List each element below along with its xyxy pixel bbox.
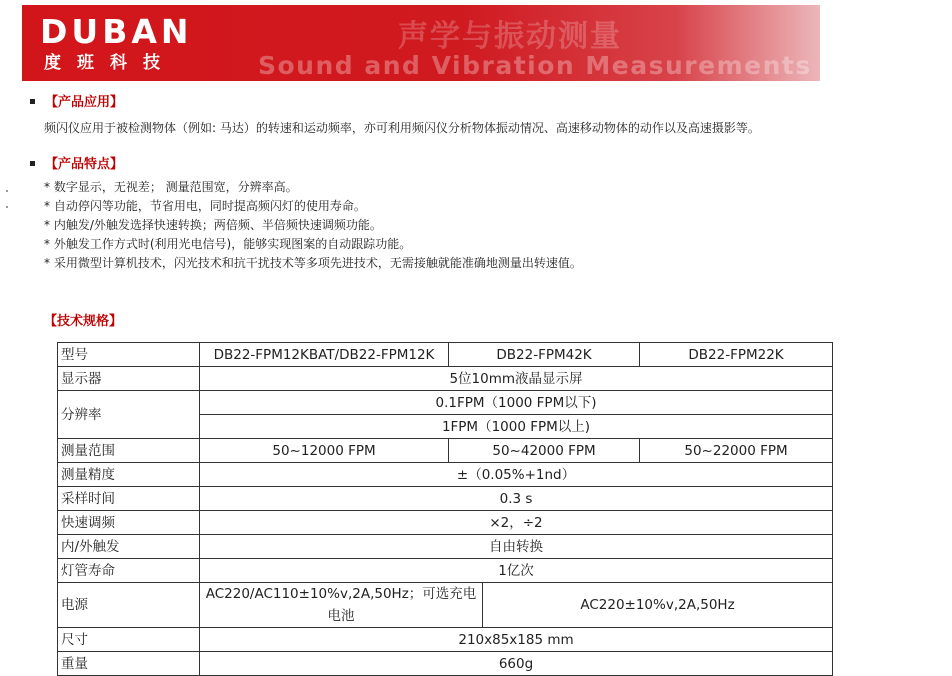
resolution-value: 0.1FPM（1000 FPM以下) [200, 391, 833, 415]
feature-item: * 数字显示，无视差； 测量范围宽，分辨率高。 [44, 178, 582, 197]
sampling-value: 0.3 s [200, 487, 833, 511]
header-banner [22, 5, 820, 81]
accuracy-value: ±（0.05%+1nd） [200, 463, 833, 487]
table-row [58, 652, 833, 676]
table-row [58, 343, 833, 367]
row-label-power: 电源 [58, 583, 200, 628]
lamp-value: 1亿次 [200, 559, 833, 583]
spec-table [57, 342, 833, 676]
table-row [58, 463, 833, 487]
features-list [44, 178, 582, 273]
brand-subtitle: 度班科技 [44, 53, 176, 73]
row-label-tuning: 快速调频 [58, 511, 200, 535]
application-text: 频闪仪应用于被检测物体（例如: 马达）的转速和运动频率，亦可利用频闪仪分析物体振动情况、高速移动物体的动作以及高速摄影等。 [44, 121, 760, 135]
decorative-dot [6, 190, 8, 192]
trigger-value: 自由转换 [200, 535, 833, 559]
features-heading: 【产品特点】 [30, 156, 123, 174]
feature-item: * 自动停闪等功能，节省用电，同时提高频闪灯的使用寿命。 [44, 197, 582, 216]
row-label-range: 测量范围 [58, 439, 200, 463]
tuning-value: ×2，÷2 [200, 511, 833, 535]
banner-title-zh: 声学与振动测量 [398, 19, 622, 54]
table-row [58, 367, 833, 391]
model-cell: DB22-FPM42K [449, 343, 640, 367]
row-label-trigger: 内/外触发 [58, 535, 200, 559]
table-row [58, 583, 833, 628]
row-label-lamp: 灯管寿命 [58, 559, 200, 583]
feature-item: * 外触发工作方式时(利用光电信号)，能够实现图案的自动跟踪功能。 [44, 235, 582, 254]
weight-value: 660g [200, 652, 833, 676]
power-value: AC220±10%v,2A,50Hz [483, 583, 833, 628]
row-label-model: 型号 [58, 343, 200, 367]
banner-title-en: Sound and Vibration Measurements [258, 51, 812, 80]
size-value: 210x85x185 mm [200, 628, 833, 652]
table-row [58, 487, 833, 511]
model-cell: DB22-FPM22K [640, 343, 833, 367]
table-row [58, 439, 833, 463]
row-label-resolution: 分辨率 [58, 391, 200, 439]
feature-item: * 内触发/外触发选择快速转换；两倍频、半倍频快速调频功能。 [44, 216, 582, 235]
square-bullet-icon [30, 161, 35, 166]
brand-logo: DUBAN [40, 12, 193, 51]
display-value: 5位10mm液晶显示屏 [200, 367, 833, 391]
range-value: 50~12000 FPM [200, 439, 449, 463]
table-row [58, 511, 833, 535]
row-label-weight: 重量 [58, 652, 200, 676]
row-label-display: 显示器 [58, 367, 200, 391]
row-label-size: 尺寸 [58, 628, 200, 652]
table-row [58, 391, 833, 415]
row-label-sampling: 采样时间 [58, 487, 200, 511]
power-value: AC220/AC110±10%v,2A,50Hz；可选充电电池 [200, 583, 483, 628]
row-label-accuracy: 测量精度 [58, 463, 200, 487]
table-row [58, 628, 833, 652]
table-row [58, 559, 833, 583]
range-value: 50~42000 FPM [449, 439, 640, 463]
feature-item: * 采用微型计算机技术，闪光技术和抗干扰技术等多项先进技术，无需接触就能准确地测量出转速值。 [44, 254, 582, 273]
table-row [58, 535, 833, 559]
decorative-dot [6, 206, 8, 208]
resolution-value: 1FPM（1000 FPM以上) [200, 415, 833, 439]
square-bullet-icon [30, 99, 35, 104]
range-value: 50~22000 FPM [640, 439, 833, 463]
model-cell: DB22-FPM12KBAT/DB22-FPM12K [200, 343, 449, 367]
specs-heading: 【技术规格】 [44, 314, 123, 329]
application-heading: 【产品应用】 [30, 94, 123, 112]
